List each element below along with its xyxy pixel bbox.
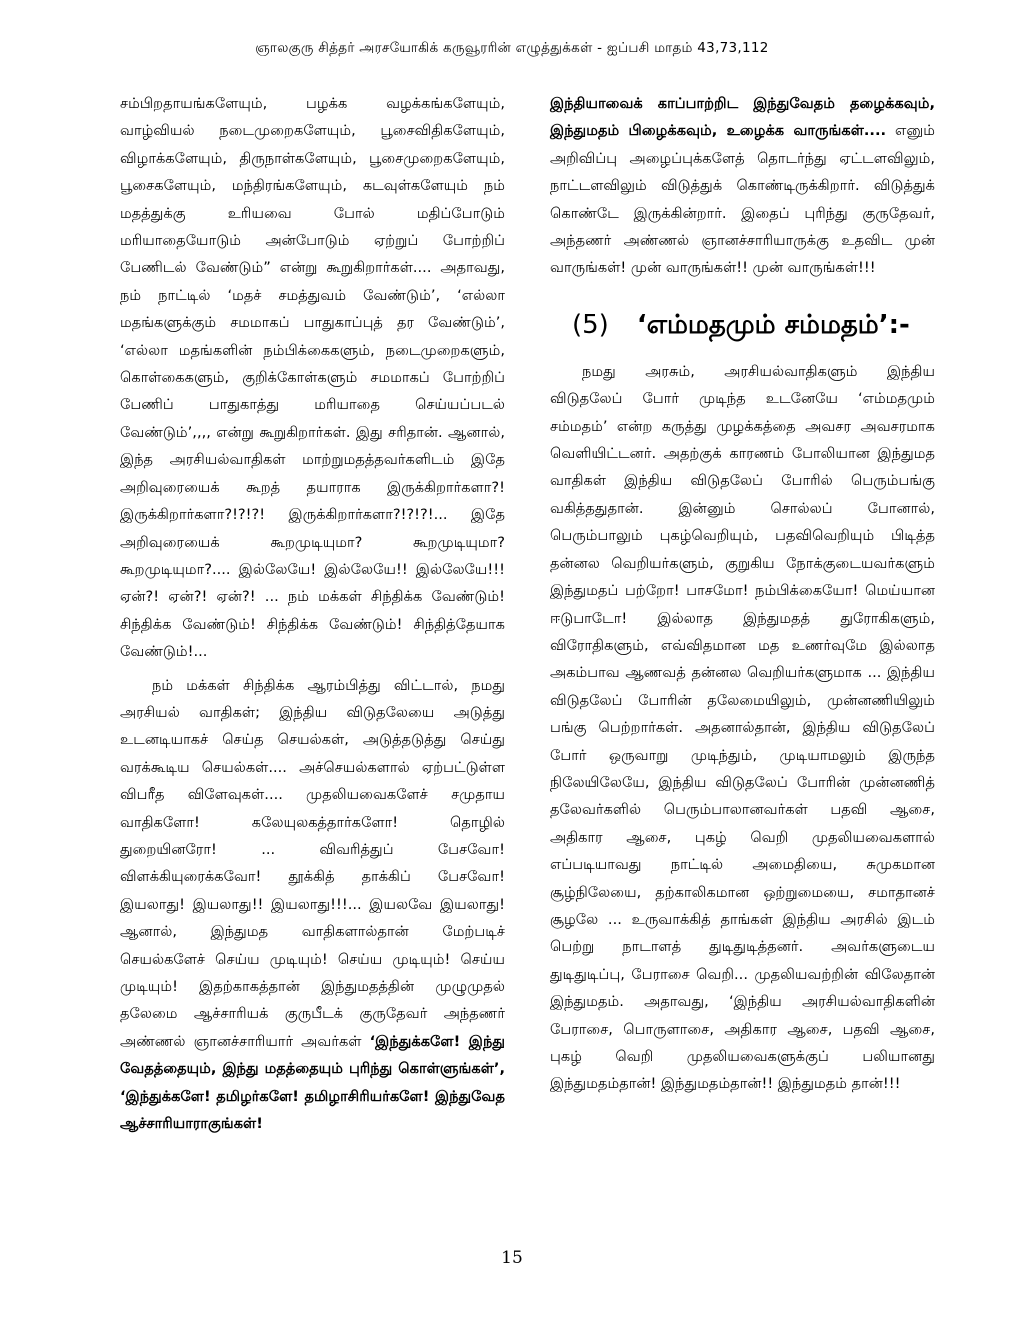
section-heading (572, 308, 935, 342)
left-column (120, 90, 505, 1137)
right-paragraph-1-text: எனும் அறிவிப்பு அழைப்புக்களேத் தொடர்ந்து ஏட்டளவிலும், நாட்டளவிலும் விடுத்துக் கொண்டிருக்கிறார். விடுத்துக் கொண்டே இருக்கின்றார். இதைப் புரிந்து குருதேவர், அந்தணர் அண்ணல் ஞானச்சாரியாருக்கு உதவிட முன் வாருங்கள்! முன் வாருங்கள்!! முன் வாருங்கள்!!! (550, 122, 936, 277)
left-paragraph-2 (120, 672, 505, 1138)
running-header: ஞாலகுரு சித்தர் அரசயோகிக் கருவூரரின் எழுத்துக்கள் - ஐப்பசி மாதம் 43,73,112 (255, 40, 769, 56)
section-title: ‘எம்மதமும் சம்மதம்’:- (636, 309, 910, 340)
left-paragraph-2-text: நம் மக்கள் சிந்திக்க ஆரம்பித்து விட்டால், நமது அரசியல் வாதிகள்; இந்திய விடுதலேயை அடுத்து உடனடியாகச் செய்த செயல்கள், அடுத்தடுத்து செய்து வரக்கூடிய செயல்கள்.... அச்செயல்களால் ஏற்பட்டுள்ள விபரீத விளேவுகள்.... முதலியவைகளேச் சமுதாய வாதிகளோ! கலேயுலகத்தார்களோ! தொழில் துறையினரோ! ... விவரித்துப் பேசவோ! விளக்கியுரைக்கவோ! தூக்கித் தாக்கிப் பேசவோ! இயலாது! இயலாது!! இயலாது!!!... இயலவே இயலாது! ஆனால், இந்துமத வாதிகளால்தான் மேற்படிச் செயல்களேச் செய்ய முடியும்! செய்ய முடியும்! செய்ய முடியும்! இதற்காகத்தான் இந்துமதத்தின் முழுமுதல் தலேமை ஆச்சாரியக் குருபீடக் குருதேவர் அந்தணர் அண்ணல் ஞானச்சாரியார் அவர்கள் (120, 676, 505, 1050)
right-paragraph-1 (550, 90, 935, 282)
left-paragraph-1: சம்பிறதாயங்களேயும், பழக்க வழக்கங்களேயும், வாழ்வியல் நடைமுறைகளேயும், பூசைவிதிகளேயும், விழாக்களேயும், திருநாள்களேயும், பூசைமுறைகளேயும், பூசைகளேயும், மந்திரங்களேயும், கடவுள்களேயும் நம் மதத்துக்கு உரியவை போல் மதிப்போடும் மரியாதையோடும் அன்போடும் ஏற்றுப் போற்றிப் பேணிடல் வேண்டும்” என்று கூறுகிறார்கள்.... அதாவது, நம் நாட்டில் ‘மதச் சமத்துவம் வேண்டும்’, ‘எல்லா மதங்களுக்கும் சமமாகப் பாதுகாப்புத் தர வேண்டும்’, ‘எல்லா மதங்களின் நம்பிக்கைகளும், நடைமுறைகளும், கொள்கைகளும், குறிக்கோள்களும் சமமாகப் போற்றிப் பேணிப் பாதுகாத்து மரியாதை செய்யப்படல் வேண்டும்’,,,, என்று கூறுகிறார்கள். இது சரிதான். ஆனால், இந்த அரசியல்வாதிகள் மாற்றுமதத்தவர்களிடம் இதே அறிவுரையைக் கூறத் தயாராக இருக்கிறார்களா?! இருக்கிறார்களா?!?!?! இருக்கிறார்களா?!?!?!... இதே அறிவுரையைக் கூறமுடியுமா? கூறமுடியுமா? கூறமுடியுமா?.... இல்லேயே! இல்லேயே!! இல்லேயே!!! ஏன்?! ஏன்?! ஏன்?! ... நம் மக்கள் சிந்திக்க வேண்டும்! சிந்திக்க வேண்டும்! சிந்திக்க வேண்டும்! சிந்தித்தேயாக வேண்டும்!... (120, 95, 505, 661)
right-paragraph-2: நமது அரசும், அரசியல்வாதிகளும் இந்திய விடுதலேப் போர் முடிந்த உடனேயே ‘எம்மதமும் சம்மதம்’ என்ற கருத்து முழக்கத்தை அவசர அவசரமாக வெளியிட்டனர். அதற்குக் காரணம் போலியான இந்துமத வாதிகள் இந்திய விடுதலேப் போரில் பெரும்பங்கு வகித்ததுதான். இன்னும் சொல்லப் போனால், பெரும்பாலும் புகழ்வெறியும், பதவிவெறியும் பிடித்த தன்னல வெறியர்களும், குறுகிய நோக்குடையவர்களும் இந்துமதப் பற்றோ! பாசமோ! நம்பிக்கையோ! மெய்யான ஈடுபாடோ! இல்லாத இந்துமதத் துரோகிகளும், விரோதிகளும், எவ்விதமான மத உணர்வுமே இல்லாத அகம்பாவ ஆணவத் தன்னல வெறியர்களுமாக ... இந்திய விடுதலேப் போரின் தலேமையிலும், முன்னணியிலும் பங்கு பெற்றார்கள். அதனால்தான், இந்திய விடுதலேப் போர் ஒருவாறு முடிந்தும், முடியாமலும் இருந்த நிலேயிலேயே, இந்திய விடுதலேப் போரின் முன்னணித் தலேவர்களில் பெரும்பாலானவர்கள் பதவி ஆசை, அதிகார ஆசை, புகழ் வெறி முதலியவைகளால் எப்படியாவது நாட்டில் அமைதியை, சுமுகமான சூழ்நிலேயை, தற்காலிகமான ஒற்றுமையை, சமாதானச் சூழலே ... உருவாக்கித் தாங்கள் இந்திய அரசில் இடம் பெற்று நாடாளத் துடிதுடித்தனர். அவர்களுடைய துடிதுடிப்பு, பேராசை வெறி... முதலியவற்றின் விலேதான் இந்துமதம். அதாவது, ‘இந்திய அரசியல்வாதிகளின் பேராசை, பொருளாசை, அதிகார ஆசை, பதவி ஆசை, புகழ் வெறி முதலியவைகளுக்குப் பலியானது இந்துமதம்தான்! இந்துமதம்தான்!! இந்துமதம் தான்!!! (550, 362, 935, 1093)
right-column (550, 90, 935, 1098)
section-number: (5) (572, 309, 609, 340)
right-paragraph-1-bold: இந்தியாவைக் காப்பாற்றிட இந்துவேதம் தழைக்கவும், இந்துமதம் பிழைக்கவும், உழைக்க வாருங்கள்.... (550, 95, 935, 140)
page-number: 15 (501, 1248, 523, 1268)
left-paragraph-2-bold-quote: ‘இந்துக்களே! இந்து வேதத்தையும், இந்து மதத்தையும் புரிந்து கொள்ளுங்கள்’, ‘இந்துக்களே! தமிழர்களே! தமிழாசிரியர்களே! இந்துவேத ஆச்சாரியாராகுங்கள்! (120, 1032, 505, 1133)
